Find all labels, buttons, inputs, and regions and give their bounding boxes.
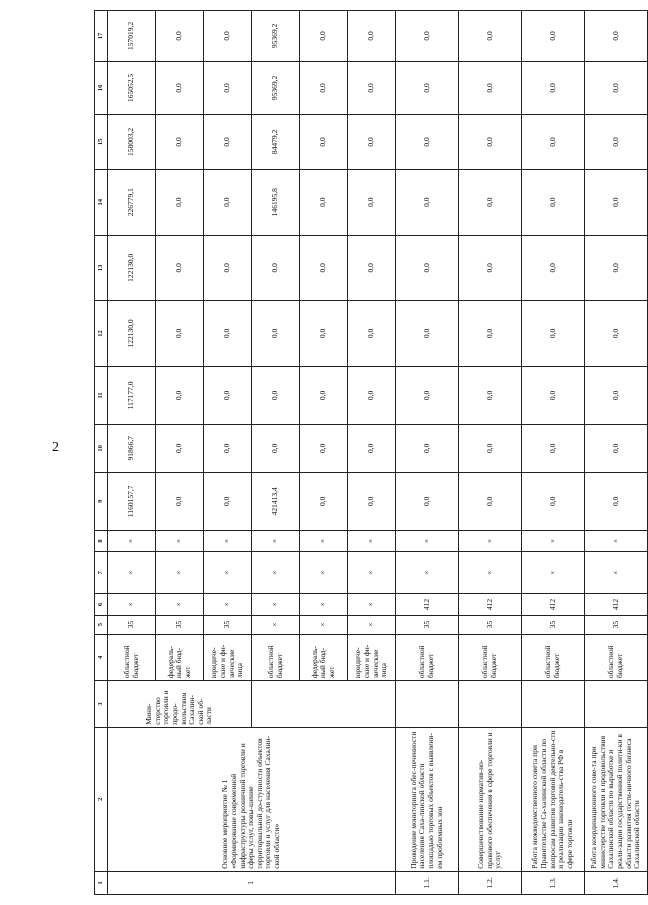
- table-cell: 95369,2: [252, 61, 300, 114]
- funding-source: областной бюджет: [252, 634, 300, 681]
- table-cell: 0,0: [585, 114, 648, 169]
- column-number-header: 13: [95, 235, 108, 301]
- activity-name: Проведение мониторинга обес-печенности населения Саха-линской области площадью торговых объектов с выявлени-ем проблемных зон: [396, 727, 459, 871]
- funding-source: юридиче-ские и фи-зические лица: [204, 634, 252, 681]
- table-cell: 35: [459, 615, 522, 634]
- table-cell: 35: [204, 615, 252, 634]
- table-cell: 0,0: [156, 472, 204, 530]
- table-cell: 0,0: [348, 301, 396, 367]
- table-cell: 0,0: [300, 301, 348, 367]
- table-row: [522, 11, 585, 895]
- table-cell: 0,0: [459, 11, 522, 62]
- table-cell: 421413,4: [252, 472, 300, 530]
- activity-name: Основное мероприятие № 1 «Формирование современной инфраструктуры розничной торговли и сферы услуг, повы-шение территориальной до-ступности объектов торговли и услуг для населения Сахалин-ской области»: [108, 727, 396, 871]
- table-cell: 0,0: [585, 366, 648, 424]
- column-number-header: 14: [95, 169, 108, 235]
- table-cell: 0,0: [522, 61, 585, 114]
- table-cell: 165052,5: [108, 61, 156, 114]
- table-cell: 122130,0: [108, 235, 156, 301]
- table-cell: 0,0: [396, 472, 459, 530]
- table-cell: 0,0: [459, 472, 522, 530]
- table-cell: 157019,2: [108, 11, 156, 62]
- table-cell: ×: [300, 552, 348, 594]
- table-cell: 158003,2: [108, 114, 156, 169]
- table-row: [396, 11, 459, 895]
- column-number-header: 11: [95, 366, 108, 424]
- page-number: 2: [52, 440, 59, 455]
- table-cell: 0,0: [204, 472, 252, 530]
- table-cell: ×: [396, 552, 459, 594]
- table-cell: 0,0: [156, 114, 204, 169]
- column-number-header: 12: [95, 301, 108, 367]
- table-cell: 0,0: [522, 11, 585, 62]
- table-cell: 0,0: [585, 472, 648, 530]
- table-cell: 0,0: [204, 169, 252, 235]
- table-cell: ×: [300, 530, 348, 551]
- table-cell: 0,0: [300, 11, 348, 62]
- table-cell: ×: [204, 530, 252, 551]
- executor-empty: [252, 681, 396, 728]
- table-cell: 0,0: [156, 235, 204, 301]
- table-cell: 0,0: [156, 301, 204, 367]
- executor-empty: [585, 681, 648, 728]
- table-cell: 0,0: [522, 366, 585, 424]
- table-cell: ×: [204, 594, 252, 615]
- table-cell: 0,0: [348, 425, 396, 473]
- column-number-header: 15: [95, 114, 108, 169]
- table-cell: 0,0: [459, 366, 522, 424]
- executor: Мини-стерство торговли и продо-вольствия Сахалин-ской об-ласти: [108, 681, 252, 728]
- column-number-header: 8: [95, 530, 108, 551]
- table-cell: 0,0: [204, 301, 252, 367]
- table-cell: ×: [348, 594, 396, 615]
- table-row: [95, 11, 108, 895]
- funding-source: федераль-ный бюд-жет: [300, 634, 348, 681]
- table-cell: 0,0: [522, 235, 585, 301]
- table-cell: 0,0: [252, 366, 300, 424]
- table-cell: 0,0: [156, 366, 204, 424]
- activity-name: Совершенствование норматив-но-правового обеспечения в сфере торговли и услуг: [459, 727, 522, 871]
- table-cell: 35: [522, 615, 585, 634]
- table-cell: ×: [300, 594, 348, 615]
- row-number: 1.2.: [459, 871, 522, 894]
- column-number-header: 3: [95, 681, 108, 728]
- table-cell: ×: [522, 552, 585, 594]
- table-cell: 0,0: [204, 114, 252, 169]
- table-cell: 412: [522, 594, 585, 615]
- table-cell: ×: [204, 552, 252, 594]
- table-cell: 0,0: [459, 61, 522, 114]
- column-number-header: 17: [95, 11, 108, 62]
- table-cell: 0,0: [459, 301, 522, 367]
- table-cell: 0,0: [348, 114, 396, 169]
- table-cell: 0,0: [300, 235, 348, 301]
- table-cell: 0,0: [522, 169, 585, 235]
- table-cell: 0,0: [585, 301, 648, 367]
- table-cell: ×: [348, 615, 396, 634]
- table-cell: ×: [108, 552, 156, 594]
- table-cell: ×: [459, 552, 522, 594]
- activity-name: Работа координационного сове-та при министерстве торговли и продовольствия Сахалинской области по выработке и реали-зации государственной полити-ки в области развития гости-ничного бизнеса Сахалинской области: [585, 727, 648, 871]
- column-number-header: 1: [95, 871, 108, 894]
- table-cell: 0,0: [396, 61, 459, 114]
- funding-source: областной бюджет: [396, 634, 459, 681]
- table-cell: 412: [459, 594, 522, 615]
- table-cell: 0,0: [522, 472, 585, 530]
- table-cell: 412: [396, 594, 459, 615]
- table-cell: 0,0: [300, 169, 348, 235]
- table-cell: 0,0: [522, 425, 585, 473]
- column-number-header: 16: [95, 61, 108, 114]
- executor-empty: [396, 681, 459, 728]
- row-number: 1.3.: [522, 871, 585, 894]
- table-cell: 0,0: [204, 366, 252, 424]
- table-cell: 226779,1: [108, 169, 156, 235]
- table-cell: 0,0: [156, 11, 204, 62]
- table-cell: 0,0: [396, 366, 459, 424]
- table-cell: 0,0: [156, 61, 204, 114]
- table-cell: 0,0: [585, 11, 648, 62]
- table-cell: ×: [252, 530, 300, 551]
- column-number-header: 10: [95, 425, 108, 473]
- table-cell: 0,0: [252, 425, 300, 473]
- table-cell: 0,0: [300, 366, 348, 424]
- column-number-header: 4: [95, 634, 108, 681]
- row-number: 1: [108, 871, 396, 894]
- table-cell: 35: [585, 615, 648, 634]
- table-cell: ×: [348, 530, 396, 551]
- table-cell: ×: [252, 552, 300, 594]
- funding-source: областной бюджет: [585, 634, 648, 681]
- table-cell: ×: [252, 594, 300, 615]
- table-cell: 0,0: [252, 301, 300, 367]
- table-cell: ×: [585, 552, 648, 594]
- funding-source: юридиче-ские и фи-зические лица: [348, 634, 396, 681]
- table-cell: 412: [585, 594, 648, 615]
- row-number: 1.1.: [396, 871, 459, 894]
- table-cell: ×: [348, 552, 396, 594]
- table-cell: ×: [300, 615, 348, 634]
- table-cell: 95369,2: [252, 11, 300, 62]
- table-cell: 35: [396, 615, 459, 634]
- table-cell: ×: [396, 530, 459, 551]
- table-cell: 35: [156, 615, 204, 634]
- table-cell: ×: [156, 594, 204, 615]
- table-cell: 0,0: [396, 11, 459, 62]
- table-cell: 0,0: [459, 114, 522, 169]
- table-cell: 0,0: [396, 114, 459, 169]
- executor-empty: [522, 681, 585, 728]
- table-cell: 0,0: [300, 61, 348, 114]
- table-cell: 0,0: [204, 11, 252, 62]
- table-cell: 0,0: [348, 11, 396, 62]
- table-cell: 0,0: [459, 425, 522, 473]
- table-cell: 0,0: [252, 235, 300, 301]
- table-row: [108, 11, 156, 895]
- column-number-header: 5: [95, 615, 108, 634]
- column-number-header: 2: [95, 727, 108, 871]
- table-cell: 0,0: [300, 114, 348, 169]
- table-cell: 0,0: [348, 472, 396, 530]
- table-cell: 122130,0: [108, 301, 156, 367]
- table-cell: 0,0: [522, 114, 585, 169]
- column-number-header: 6: [95, 594, 108, 615]
- table-cell: 0,0: [204, 425, 252, 473]
- table-cell: 0,0: [156, 169, 204, 235]
- table-cell: 0,0: [396, 425, 459, 473]
- table-cell: 0,0: [348, 235, 396, 301]
- table-cell: 0,0: [585, 235, 648, 301]
- activity-name: Работа межведомственного совета при Правительстве Са-халинской области по вопросам развития торговой деятельно-сти и реализации законодатель-ства РФ в сфере торговли: [522, 727, 585, 871]
- table-cell: ×: [522, 530, 585, 551]
- table-cell: 0,0: [348, 366, 396, 424]
- funding-source: областной бюджет: [108, 634, 156, 681]
- table-cell: 0,0: [585, 169, 648, 235]
- table-cell: 0,0: [459, 235, 522, 301]
- column-number-header: 7: [95, 552, 108, 594]
- table-cell: ×: [459, 530, 522, 551]
- funding-source: областной бюджет: [522, 634, 585, 681]
- table-cell: 84479,2: [252, 114, 300, 169]
- table-cell: ×: [156, 552, 204, 594]
- table-cell: 117177,0: [108, 366, 156, 424]
- table-cell: 0,0: [348, 61, 396, 114]
- table-cell: 0,0: [348, 169, 396, 235]
- funding-source: областной бюджет: [459, 634, 522, 681]
- table-cell: 0,0: [396, 169, 459, 235]
- table-cell: ×: [585, 530, 648, 551]
- table-cell: ×: [252, 615, 300, 634]
- rotated-page: [88, 0, 640, 905]
- table-cell: ×: [108, 594, 156, 615]
- table-cell: ×: [156, 530, 204, 551]
- table-row: [585, 11, 648, 895]
- table-cell: 0,0: [396, 235, 459, 301]
- table-row: [459, 11, 522, 895]
- table-cell: 0,0: [585, 61, 648, 114]
- table-cell: 0,0: [459, 169, 522, 235]
- table-cell: 1160157,7: [108, 472, 156, 530]
- executor-empty: [459, 681, 522, 728]
- table-cell: 35: [108, 615, 156, 634]
- table-cell: 146195,8: [252, 169, 300, 235]
- table-cell: 0,0: [300, 472, 348, 530]
- budget-table: [94, 10, 648, 895]
- table-cell: 0,0: [156, 425, 204, 473]
- table-cell: ×: [108, 530, 156, 551]
- table-cell: 0,0: [204, 235, 252, 301]
- row-number: 1.4.: [585, 871, 648, 894]
- funding-source: федераль-ный бюд-жет: [156, 634, 204, 681]
- table-cell: 0,0: [300, 425, 348, 473]
- column-number-header: 9: [95, 472, 108, 530]
- table-cell: 0,0: [204, 61, 252, 114]
- table-cell: 0,0: [396, 301, 459, 367]
- table-cell: 91866,7: [108, 425, 156, 473]
- table-cell: 0,0: [585, 425, 648, 473]
- table-cell: 0,0: [522, 301, 585, 367]
